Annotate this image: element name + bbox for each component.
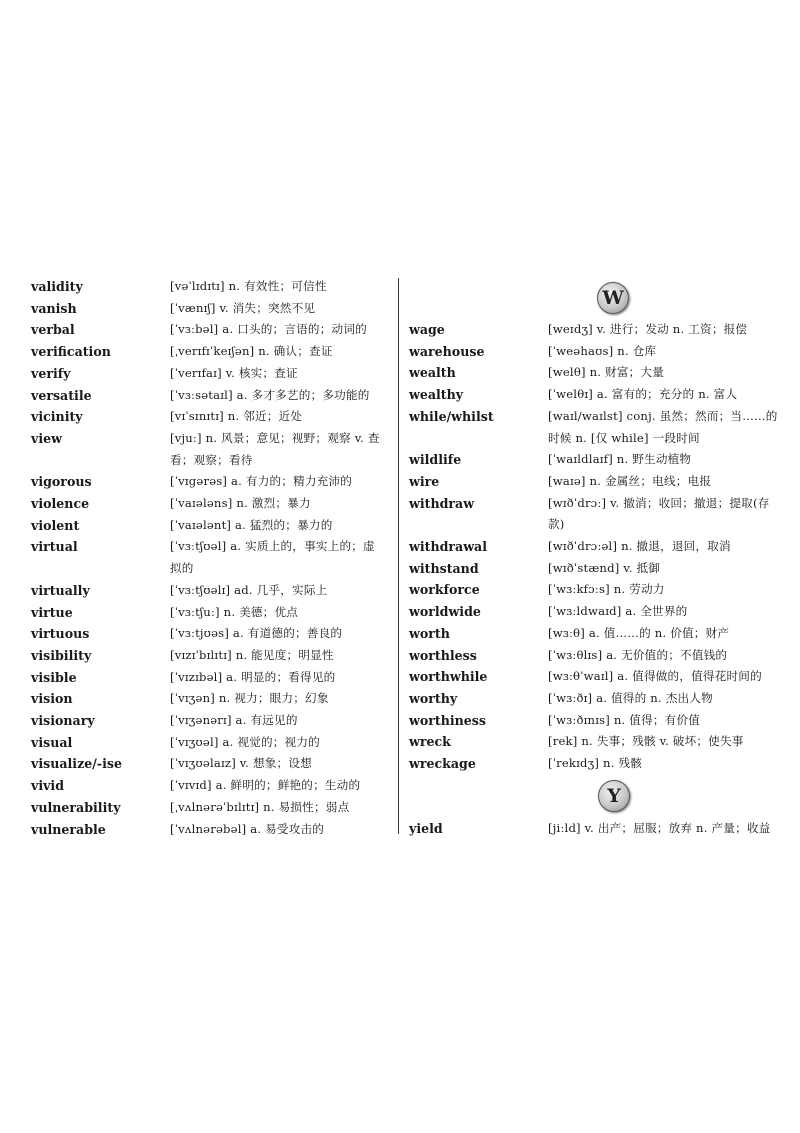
entry-word: visibility (31, 647, 92, 663)
entry-word: vision (31, 691, 73, 707)
entry-word: vulnerability (31, 799, 121, 815)
entry-definition: [wɪðˈstænd] v. 抵御 (548, 560, 661, 575)
vocab-entry (31, 428, 383, 471)
vocab-entry (31, 276, 383, 298)
y-entry-list (409, 775, 781, 840)
entry-word: virtually (31, 582, 90, 598)
vocab-entry (31, 602, 383, 624)
vocab-entry (31, 732, 383, 754)
entry-word: virtual (31, 539, 78, 555)
vocab-entry (409, 731, 781, 753)
entry-word: withdrawal (409, 539, 487, 555)
entry-word: visual (31, 734, 73, 750)
entry-word: yield (409, 820, 443, 836)
entry-word: vivid (31, 778, 65, 794)
vocab-entry (409, 384, 781, 406)
vocab-entry (409, 645, 781, 667)
entry-definition: [ˌverɪfɪˈkeɪʃən] n. 确认；查证 (170, 344, 333, 359)
vocab-entry (31, 406, 383, 428)
entry-word: visualize/-ise (31, 756, 122, 772)
entry-word: view (31, 430, 62, 446)
vocab-entry (409, 579, 781, 601)
vocab-entry (31, 797, 383, 819)
entry-word: vulnerable (31, 821, 106, 837)
entry-word: violent (31, 517, 80, 533)
entry-word: virtue (31, 604, 73, 620)
entry-definition: [ˈvɜːtʃuː] n. 美德；优点 (170, 604, 299, 619)
vocab-entry (31, 688, 383, 710)
entry-word: verification (31, 344, 111, 360)
entry-definition: [ˈvɜːsətaɪl] a. 多才多艺的；多功能的 (170, 387, 370, 402)
vocab-entry (31, 623, 383, 645)
entry-word: violence (31, 496, 90, 512)
vocab-entry (31, 493, 383, 515)
entry-definition: [ˈvɜːtjʊəs] a. 有道德的；善良的 (170, 626, 343, 641)
entry-definition: [waɪl/waɪlst] conj. 虽然；然而；当……的时候 n. [仅 while] 一段时间 (548, 408, 778, 445)
vocab-entry (409, 666, 781, 688)
entry-word: withdraw (409, 495, 475, 511)
vocab-entry (409, 319, 781, 341)
vocab-entry (409, 471, 781, 493)
entry-word: wreckage (409, 756, 476, 772)
entry-word: vanish (31, 300, 77, 316)
entry-word: warehouse (409, 343, 485, 359)
entry-word: worthy (409, 690, 458, 706)
vocab-entry (31, 363, 383, 385)
entry-word: wire (409, 473, 440, 489)
entry-definition: [ˈvʌlnərəbəl] a. 易受攻击的 (170, 821, 325, 836)
entry-word: wealth (409, 365, 456, 381)
entry-word: verify (31, 365, 71, 381)
entry-definition: [weɪdʒ] v. 进行；发动 n. 工资；报偿 (548, 322, 748, 336)
entry-word: verbal (31, 322, 75, 338)
letter-section-header (409, 276, 781, 319)
vocab-entry (409, 558, 781, 580)
entry-definition: [vɪˈsɪnɪtɪ] n. 邻近；近处 (170, 409, 303, 424)
letter-badge: W (597, 282, 629, 314)
entry-definition: [ˈwaɪldlaɪf] n. 野生动植物 (548, 452, 692, 467)
vocab-entry (31, 385, 383, 407)
entry-word: while/whilst (409, 408, 494, 424)
entry-definition: [ˈvɪʒʊəl] a. 视觉的；视力的 (170, 734, 320, 749)
entry-definition: [jiːld] v. 出产；屈服；放弃 n. 产量；收益 (548, 820, 771, 835)
entry-definition: [wɪðˈdrɔːəl] n. 撤退，退回，取消 (548, 539, 731, 554)
entry-definition: [ˈvænɪʃ] v. 消失；突然不见 (170, 300, 316, 315)
vocab-entry (31, 298, 383, 320)
entry-definition: [waɪə] n. 金属丝；电线；电报 (548, 473, 712, 488)
left-column (31, 276, 383, 840)
vocab-entry (31, 753, 383, 775)
entry-definition: [ˈverɪfaɪ] v. 核实；查证 (170, 365, 298, 380)
vocab-entry (31, 775, 383, 797)
entry-word: withstand (409, 560, 479, 576)
entry-definition: [ˈvɜːtʃʊəlɪ] ad. 几乎，实际上 (170, 582, 328, 597)
vocab-entry (409, 406, 781, 449)
entry-definition: [wɪðˈdrɔː] v. 撤消；收回；撤退；提取(存款) (548, 495, 770, 532)
vocab-entry (31, 819, 383, 841)
entry-definition: [ˈvɜːtʃʊəl] a. 实质上的，事实上的；虚拟的 (170, 539, 375, 576)
column-divider (398, 278, 399, 834)
entry-definition: [ˈwɜːkfɔːs] n. 劳动力 (548, 582, 665, 597)
vocab-entry (409, 710, 781, 732)
vocab-entry (31, 471, 383, 493)
entry-word: visionary (31, 713, 95, 729)
vocab-entry (31, 515, 383, 537)
vocab-entry (409, 753, 781, 775)
entry-definition: [welθ] n. 财富；大量 (548, 365, 665, 380)
vocab-entry (409, 688, 781, 710)
entry-definition: [ˈvɪzɪbəl] a. 明显的；看得见的 (170, 669, 336, 684)
entry-definition: [rek] n. 失事；残骸 v. 破坏；使失事 (548, 734, 744, 749)
entry-definition: [ˈwelθɪ] a. 富有的；充分的 n. 富人 (548, 387, 738, 402)
vocab-entry (409, 362, 781, 384)
entry-definition: [ˈvɪʒənərɪ] a. 有远见的 (170, 713, 298, 728)
entry-word: worthwhile (409, 669, 488, 685)
entry-definition: [ˈwɜːldwaɪd] a. 全世界的 (548, 604, 688, 619)
entry-definition: [ˈvɪvɪd] a. 鲜明的；鲜艳的；生动的 (170, 778, 361, 793)
entry-word: wage (409, 322, 445, 337)
entry-definition: [ˌvʌlnərəˈbɪlɪtɪ] n. 易损性；弱点 (170, 799, 350, 814)
w-entry-list (409, 276, 781, 775)
entry-definition: [vjuː] n. 风景；意见；视野；观察 v. 查看；观察；看待 (170, 430, 380, 467)
entry-definition: [ˈvɜːbəl] a. 口头的；言语的；动词的 (170, 322, 367, 337)
vocab-entry (31, 710, 383, 732)
entry-word: virtuous (31, 626, 90, 642)
vocab-entry (409, 623, 781, 645)
vocab-entry (31, 319, 383, 341)
letter-badge: Y (598, 780, 630, 812)
vocab-entry (31, 580, 383, 602)
entry-definition: [vəˈlɪdɪtɪ] n. 有效性；可信性 (170, 279, 327, 293)
vocab-entry (409, 536, 781, 558)
entry-word: wreck (409, 734, 451, 750)
letter-section-header (409, 775, 781, 818)
vocab-entry (409, 341, 781, 363)
vocab-entry (409, 818, 781, 840)
entry-definition: [wɜːθ] a. 值……的 n. 价值；财产 (548, 625, 730, 640)
entry-word: workforce (409, 582, 480, 598)
vocab-entry (31, 341, 383, 363)
entry-definition: [ˈrekɪdʒ] n. 残骸 (548, 756, 643, 771)
entry-word: worthiness (409, 712, 486, 728)
entry-word: worth (409, 625, 450, 641)
vocab-entry (409, 449, 781, 471)
entry-definition: [ˈwɜːðɪnɪs] n. 值得；有价值 (548, 712, 701, 727)
entry-definition: [ˈwɜːðɪ] a. 值得的 n. 杰出人物 (548, 690, 713, 705)
vocab-entry (31, 645, 383, 667)
right-column (409, 276, 781, 839)
entry-definition: [ˈweəhaʊs] n. 仓库 (548, 343, 657, 358)
entry-word: visible (31, 669, 77, 685)
entry-word: worthless (409, 647, 477, 663)
entry-definition: [ˈvaɪələns] n. 激烈；暴力 (170, 496, 311, 511)
vocab-entry (409, 493, 781, 536)
entry-definition: [ˈvɪgərəs] a. 有力的；精力充沛的 (170, 474, 353, 489)
entry-definition: [ˈvɪʒʊəlaɪz] v. 想象；设想 (170, 756, 312, 771)
entry-word: worldwide (409, 604, 481, 620)
entry-word: wealthy (409, 387, 464, 403)
entry-word: vicinity (31, 409, 83, 425)
entry-definition: [wɜːθˈwaɪl] a. 值得做的，值得花时间的 (548, 669, 762, 684)
entry-definition: [vɪzɪˈbɪlɪtɪ] n. 能见度；明显性 (170, 647, 334, 662)
vocab-entry (409, 601, 781, 623)
entry-definition: [ˈvɪʒən] n. 视力；眼力；幻象 (170, 691, 329, 706)
entry-word: versatile (31, 387, 92, 403)
entry-definition: [ˈvaɪələnt] a. 猛烈的；暴力的 (170, 517, 333, 532)
entry-definition: [ˈwɜːθlɪs] a. 无价值的；不值钱的 (548, 647, 728, 662)
entry-word: validity (31, 279, 83, 294)
entry-word: wildlife (409, 452, 462, 468)
entry-word: vigorous (31, 474, 92, 490)
vocab-entry (31, 536, 383, 579)
vocab-entry (31, 667, 383, 689)
